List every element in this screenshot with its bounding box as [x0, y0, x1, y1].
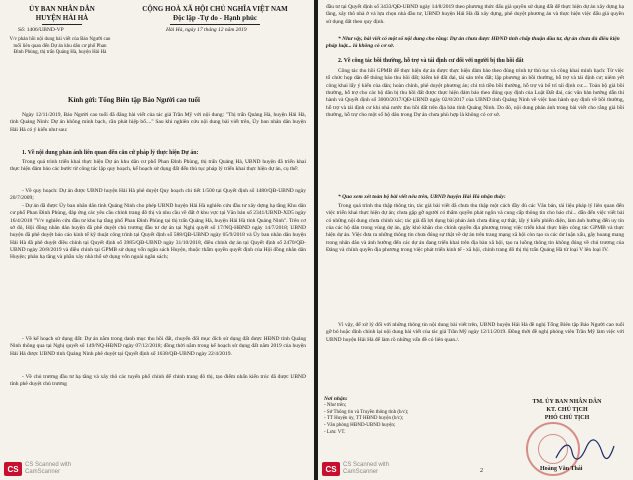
paragraph-compensation: Công tác thu hồi GPMB để thực hiện dự án được thực hiện đảm bảo theo đúng trình tự thủ tục và công khai minh bạch: Từ việc tổ chức họp dân để thông báo thu hồi đất; kiểm kê đất đai, tài sản trên đất; lập phương án bồi thường, hỗ trợ và tái định cư; niêm yết công khai lấy ý kiến của dân; hoàn chỉnh, phê duyệt phương án; chi trả tiền bồi thường, hỗ trợ và bố trí tái định cư.... Toàn bộ giá bồi thường, hỗ trợ cho các hộ dân bị thu hồi đất được thực hiện đảm bảo theo đúng quy định của Luật Đất đai, các văn bản hướng dẫn thi hành và Quyết định số 3000/2017/QĐ-UBND ngày 02/8/2017 của UBND tỉnh Quảng Ninh về việc ban hành quy định về bồi thường, hỗ trợ và tái định cư khi nhà nước thu hồi đất trên địa bàn tỉnh Quảng Ninh. Do đó, nội dung phản ánh trong bài viết cho rằng giá bồi thường, hỗ trợ cho một số hộ dân trong Dự án chưa phù hợp là không có cơ sở.	[326, 68, 624, 119]
scanner-text-2: CamScanner	[343, 469, 379, 475]
signature-block	[508, 398, 626, 422]
handwritten-signature-icon	[554, 438, 616, 464]
recipient-item: - Văn phòng HĐND-UBND huyện;	[324, 423, 396, 429]
recipient-item: - Sở Thông tin và Truyền thông tỉnh (b/c);	[324, 409, 409, 415]
recipient-item: - Như trên;	[324, 402, 347, 408]
scanner-text-1: CS Scanned with	[25, 462, 72, 468]
camscanner-watermark	[322, 462, 389, 476]
recipient-line: Kính gửi: Tổng Biên tập Báo Người cao tuổi	[68, 96, 200, 104]
document-date: Hải Hà, ngày 17 tháng 12 năm 2019	[166, 27, 247, 33]
agency-header	[6, 5, 118, 25]
sign-title-2: KT. CHỦ TỊCH	[546, 407, 588, 413]
nation-motto: Độc lập -Tự do - Hạnh phúc	[173, 14, 257, 22]
paragraph-approval: - Dự án đã được Ủy ban nhân dân tỉnh Quảng Ninh cho phép UBND huyện Hải Hà nghiên cứu đầu tư xây dựng hạ tầng Khu dân cư phố Phan Đình Phùng, đáp ứng các yêu cầu chỉnh trang đô thị và nhu cầu về đất ở khu vực tại Văn bản số 2341/UBND-XD5 ngày 16/4/2018 "V/v nghiên cứu đầu tư khu hạ tầng phố Phan Đình Phùng tại thị trấn Quảng Hà, huyện Hải Hà tỉnh Quảng Ninh". Trên cơ sở đó, Hội đồng nhân dân huyện đã phê duyệt chủ trương đầu tư dự án tại Nghị quyết số 17/NQ-HĐND ngày 14/7/2018; UBND huyện đã phê duyệt báo cáo kinh tế kỹ thuật công trình tại Quyết định số 588/QĐ-UBND ngày 05/9/2018 và Ủy ban nhân dân huyện Hải Hà đã phê duyệt điều chỉnh tại Quyết định số 3985/QĐ-UBND ngày 31/10/2018, điều chỉnh dự án tại Quyết định số 2470/QĐ-UBND ngày 20/8/2019 và điều chỉnh tại GPMB sử dụng vốn ngân sách Huyện, thuộc thẩm quyền quyết định của Hội đồng nhân dân Huyện; phân hạ tầng và phần xây nhà thổ sở dụng vốn ngoài ngân sách;	[10, 203, 306, 261]
agency-line-1: ỦY BAN NHÂN DÂN	[29, 5, 95, 13]
paragraph-request: Vì vậy, để xử lý đối với những thông tin nội dung bài viết trên, UBND huyện Hải Hà đề nghị Tổng Biên tập Báo Người cao tuổi gỡ bỏ hoặc đính chính lại nội dung bài viết của tác giả Trần Mỹ ngày 12/11/2019. Đồng thời đề nghị phóng viên Trần Mỹ làm việc với UBND huyện Hải Hà để làm rõ những vấn đề có liên quan./.	[326, 322, 624, 343]
camscanner-logo-icon: CS	[322, 462, 340, 476]
agency-line-2: HUYỆN HẢI HÀ	[35, 14, 89, 22]
header-underline	[42, 24, 82, 25]
paragraph-assessment: Trong quá trình thu thập thông tin, tác giả bài viết đã chưa thu thập một cách đầy đủ các Văn bản, tài liệu pháp lý liên quan đến việc triển khai thực hiện dự án; chưa gặp gỡ người có thẩm quyền phát ngôn và cung cấp thông tin cho báo chí... dẫn đến việc viết bài có những nội dung chưa chính xác; tác giả đã lợi dụng bài phản ánh chưa đúng sự thật, lấy ý kiến phiến diện, làm ảnh hưởng đến uy tín của các hộ dân trong vùng dự án, gây khó khăn cho chính quyền địa phương trong việc triển khai thực hiện công tác GPMB và thực hiện dự án. Việc đưa ra những thông tin chưa đúng sự thật về dự án trên trang mạng xã hội còn tạo ra các dư luận xấu, gây hoang mang trong nhân dân và ảnh hưởng đến các dự án đang triển khai trên địa bàn xã hội, tạo ra luồng thông tin không đúng về chủ trương của Đảng và chính quyền địa phương trong việc phát triển kinh tế - xã hội, chỉnh trang đô thị thị trấn Quảng Hà từ loại V lên loại IV.	[326, 203, 624, 254]
camscanner-watermark	[4, 462, 71, 476]
document-page-1	[0, 0, 314, 480]
scanner-text-1: CS Scanned with	[343, 462, 390, 468]
paragraph-continuation: đầu tư tại Quyết định số 3433/QĐ-UBND ngày 14/8/2019 theo phương thức đấu giá quyền sử dụng đất để thực hiện dự án xây dựng hạ tầng, xây thô nhà ở và lựa chọn nhà đầu tư, UBND huyện Hải Hà đã xây dựng, phê duyệt phương án và thực hiện việc đấu giá quyền sử dụng đất theo quy định.	[326, 4, 624, 25]
conclusion-note-1: * Như vậy, bài viết có một số nội dung cho rằng: Dự án chưa được HĐND tỉnh chấp thuận đầu tư, dự án chưa đủ điều kiện pháp luật... là không có cơ sở.	[326, 36, 620, 50]
document-page-2	[318, 0, 633, 480]
conclusion-note-2: * Qua xem xét toàn bộ bài viết nêu trên, UBND huyện Hải Hà nhận thấy:	[338, 194, 506, 200]
section-2-heading: 2. Về công tác bồi thường, hỗ trợ và tái định cư đối với người bị thu hồi đất	[338, 58, 524, 64]
motto-underline	[170, 24, 260, 25]
paragraph-intro: Ngày 12/11/2019, Báo Người cao tuổi đã đăng bài viết của tác giả Trần Mỹ với nội dung: "Thị trấn Quảng Hà, huyện Hải Hà, tỉnh Quảng Ninh: Dự án không minh bạch, cần phát hiệp bổ...." Sau khi nghiên cứu nội dung bài viết trên, Ủy ban nhân dân huyện Hải Hà có ý kiến như sau:	[10, 112, 306, 133]
document-number: Số: 1406/UBND-VP	[18, 27, 64, 33]
paragraph-land-use: - Về kế hoạch sử dụng đất: Dự án nằm trong danh mục thu hồi đất, chuyển đổi mục đích sử dụng đất được HĐND tỉnh Quảng Ninh thông qua tại Nghị quyết số 149/NQ-HĐND ngày 07/12/2018; đồng thời nằm trong kế hoạch sử dụng đất năm 2019 của huyện Hải Hà được UBND tỉnh Quảng Ninh phê duyệt tại Quyết định số 1638/QĐ-UBND ngày 22/4/2019.	[10, 336, 306, 357]
sign-title-3: PHÓ CHỦ TỊCH	[544, 415, 590, 421]
recipients-block	[324, 396, 456, 437]
scanner-text-2: CamScanner	[25, 469, 61, 475]
section-1-heading: 1. Về nội dung phản ánh liên quan đến căn cứ pháp lý thực hiện Dự án:	[22, 150, 199, 156]
camscanner-logo-icon: CS	[4, 462, 22, 476]
recipients-heading: Nơi nhận:	[324, 396, 348, 402]
recipient-item: - TT Huyện ủy, TT HĐND huyện (b/c);	[324, 416, 404, 422]
nation-line-1: CỘNG HOÀ XÃ HỘI CHỦ NGHĨA VIỆT NAM	[142, 5, 288, 13]
sign-title-1: TM. ỦY BAN NHÂN DÂN	[532, 399, 602, 405]
page-number: 2	[480, 468, 483, 474]
paragraph-investment: - Về chủ trương đầu tư hạ tầng và xây thô các tuyến phố chính để chỉnh trang đô thị, tạo điểm nhấn kiến trúc đã được UBND tỉnh phê duyệt chủ trương	[10, 374, 306, 388]
signer-name: Hoàng Văn Thái	[540, 466, 583, 472]
paragraph-planning: - Về quy hoạch: Dự án được UBND huyện Hải Hà phê duyệt Quy hoạch chi tiết 1/500 tại Quyết định số 1480/QĐ-UBND ngày 20/7/2009;	[10, 188, 306, 202]
nation-header	[120, 5, 310, 25]
paragraph-process: Trong quá trình triển khai thực hiện Dự án khu dân cư phố Phan Đình Phùng, thị trấn Quảng Hà, UBND huyện đã triển khai thực hiện đảm bảo các bước từ công tác lập quy hoạch, kế hoạch sử dụng đất đến thủ tục pháp lý triển khai thực hiện dự án, cụ thể:	[10, 159, 306, 173]
recipient-item: - Lưu: VT.	[324, 429, 346, 435]
document-subject: V/v phản hồi nội dung bài viết của Báo Người cao tuổi liên quan đến Dự án khu dân cư phố Phan Đình Phùng, thị trấn Quảng Hà, huyện Hải Hà	[9, 37, 111, 55]
